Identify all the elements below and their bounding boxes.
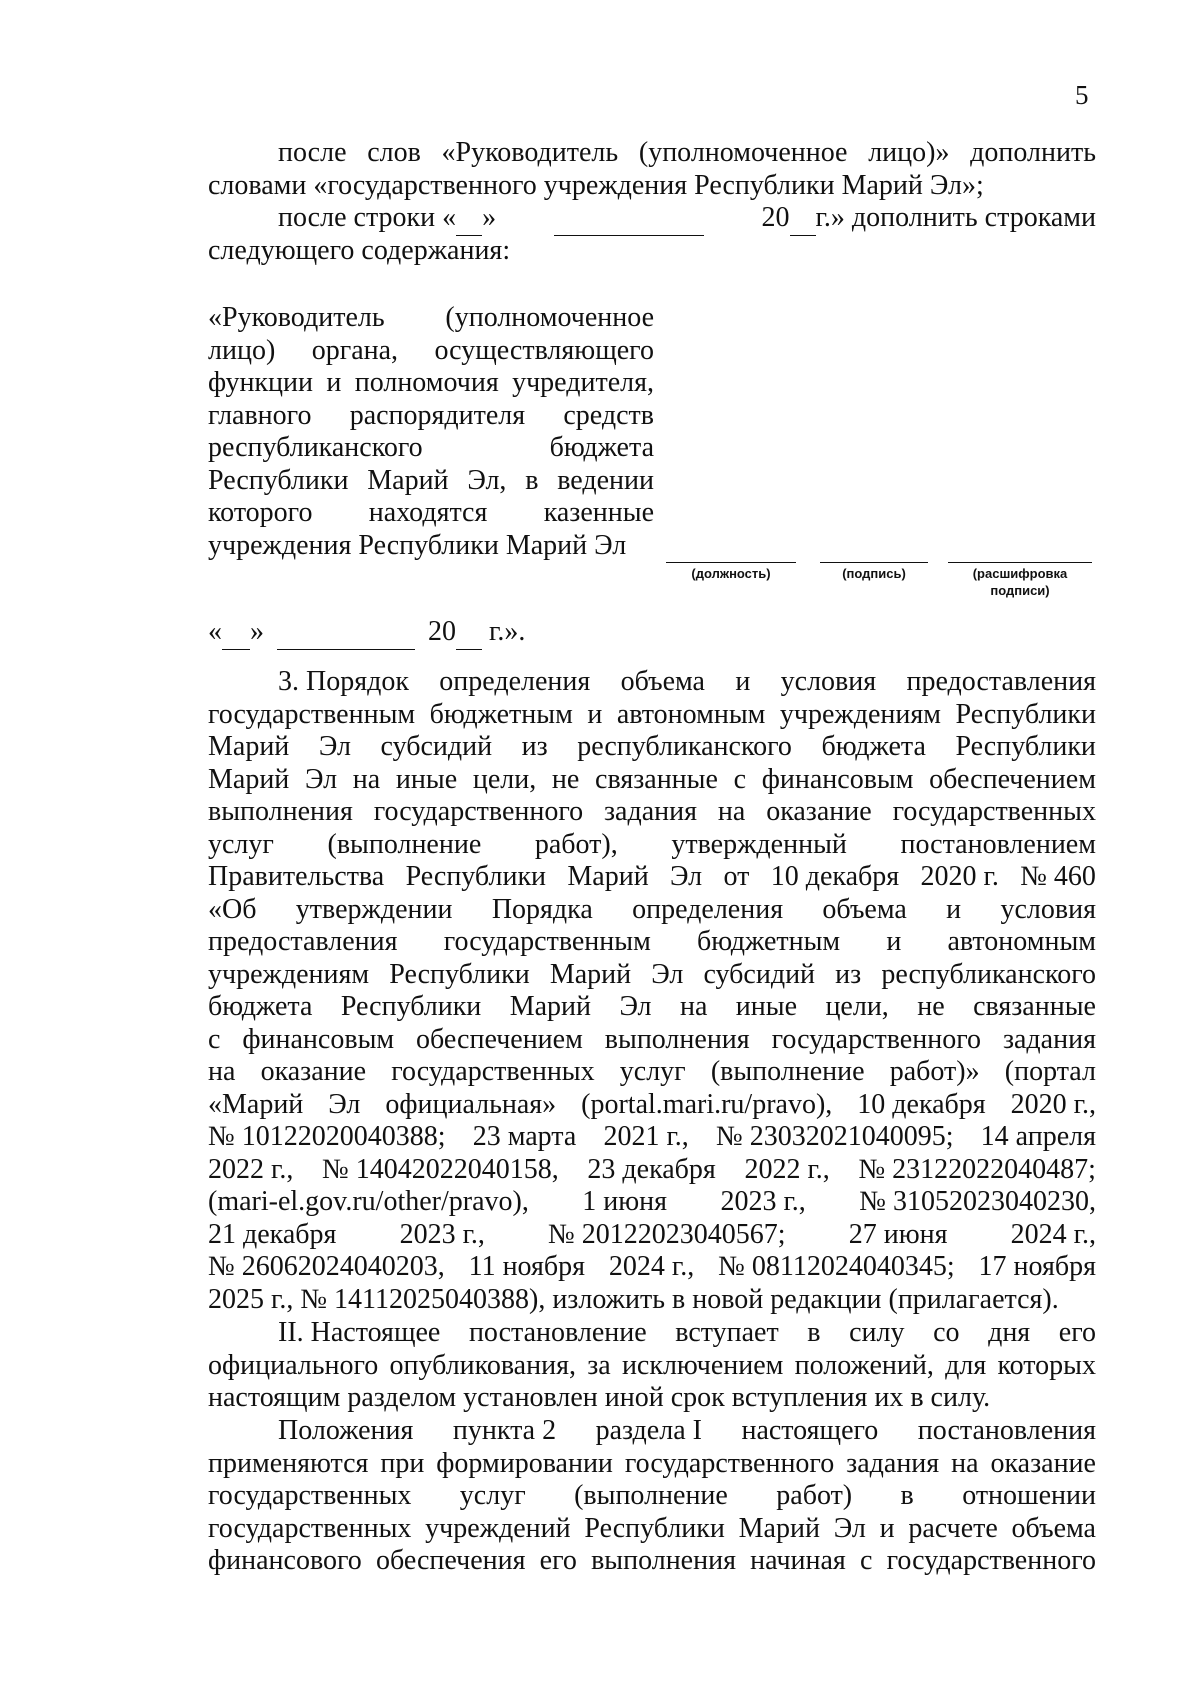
s3-line: 21 декабря 2023 г., № 20122023040567; 27 июня 2024 г.,	[208, 1218, 1096, 1250]
sig-line: республиканского бюджета	[208, 432, 654, 463]
s3-line: Марий Эл субсидий из республиканского бюджета Республики	[208, 731, 1096, 762]
s3-line: (mari-el.gov.ru/other/pravo), 1 июня 2023 г., № 31052023040230,	[208, 1186, 1096, 1217]
s3-line: предоставления государственным бюджетным и автономным	[208, 926, 1096, 957]
sig-line: лицо) органа, осуществляющего	[208, 334, 654, 366]
s3-line: государственным бюджетным и автономным учреждениям Республики	[208, 698, 1096, 730]
s3-line: 3. Порядок определения объема и условия предоставления	[278, 666, 1096, 697]
s3-line: Правительства Республики Марий Эл от 10 декабря 2020 г. № 460	[208, 861, 1096, 892]
provisions	[208, 1415, 1096, 1578]
intro-line-3: после строки « » 20 г.» дополнить строками	[208, 202, 1096, 235]
s3-line: услуг (выполнение работ), утвержденный постановлением	[208, 828, 1096, 860]
s2-line: II. Настоящее постановление вступает в силу со дня его	[278, 1317, 1096, 1348]
sig-line: функции и полномочия учредителя,	[208, 367, 654, 398]
date-line: « » 20 г.».	[208, 616, 525, 650]
s3-line: учреждениям Республики Марий Эл субсидий из республиканского	[208, 958, 1096, 990]
section-2	[208, 1317, 1096, 1415]
prov-line: государственных учреждений Республики Марий Эл и расчете объема	[208, 1512, 1096, 1544]
intro-block	[208, 137, 1096, 267]
intro-line-1: после слов «Руководитель (уполномоченное лицо)» дополнить	[278, 137, 1096, 168]
s2-line-last: настоящим разделом установлен иной срок вступления их в силу.	[208, 1382, 991, 1413]
sig-line: «Руководитель (уполномоченное	[208, 302, 654, 333]
position-field	[666, 562, 796, 582]
month-blank	[554, 202, 704, 236]
date-year-blank	[456, 616, 482, 650]
s3-line: «Марий Эл официальная» (portal.mari.ru/pravo), 10 декабря 2020 г.,	[208, 1088, 1096, 1120]
decoding-caption-2: подписи)	[990, 583, 1050, 598]
s3-line: с финансовым обеспечением выполнения государственного задания	[208, 1023, 1096, 1055]
signature-caption: (подпись)	[842, 566, 906, 581]
year-blank	[790, 202, 816, 236]
prov-line: Положения пункта 2 раздела I настоящего постановления	[278, 1415, 1096, 1446]
intro-line-2: словами «государственного учреждения Республики Марий Эл»;	[208, 169, 984, 201]
prov-line: применяются при формировании государственного задания на оказание	[208, 1447, 1096, 1479]
signature-field	[820, 562, 928, 582]
sig-line: главного распорядителя средств	[208, 399, 654, 431]
day-blank	[456, 202, 482, 236]
page-number: 5	[1075, 80, 1089, 110]
s3-line: «Об утверждении Порядка определения объема и условия	[208, 893, 1096, 925]
decoding-caption-1: (расшифровка	[972, 566, 1068, 581]
s3-line: 2022 г., № 14042022040158, 23 декабря 2022 г., № 23122022040487;	[208, 1153, 1096, 1185]
sig-line-last: учреждения Республики Марий Эл	[208, 529, 627, 561]
sig-line: которого находятся казенные	[208, 497, 654, 528]
s3-line: № 10122020040388; 23 марта 2021 г., № 23032021040095; 14 апреля	[208, 1121, 1096, 1152]
signature-block	[208, 302, 654, 562]
s2-line: официального опубликования, за исключением положений, для которых	[208, 1349, 1096, 1381]
prov-line: финансового обеспечения его выполнения начиная с государственного	[208, 1545, 1096, 1576]
date-month-blank	[277, 616, 415, 650]
sig-line: Республики Марий Эл, в ведении	[208, 464, 654, 496]
position-caption: (должность)	[691, 566, 771, 581]
s3-line-last: 2025 г., № 14112025040388), изложить в новой редакции (прилагается).	[208, 1283, 1059, 1315]
prov-line: государственных услуг (выполнение работ) в отношении	[208, 1480, 1096, 1511]
s3-line: Марий Эл на иные цели, не связанные с финансовым обеспечением	[208, 763, 1096, 795]
s3-line: бюджета Республики Марий Эл на иные цели, не связанные	[208, 991, 1096, 1022]
intro-line-4: следующего содержания:	[208, 234, 511, 266]
date-day-blank	[222, 616, 250, 650]
s3-line: на оказание государственных услуг (выполнение работ)» (портал	[208, 1056, 1096, 1087]
decoding-field	[948, 562, 1092, 599]
section-3	[208, 666, 1096, 1316]
s3-line: выполнения государственного задания на оказание государственных	[208, 796, 1096, 827]
s3-line: № 26062024040203, 11 ноября 2024 г., № 08112024040345; 17 ноября	[208, 1251, 1096, 1282]
